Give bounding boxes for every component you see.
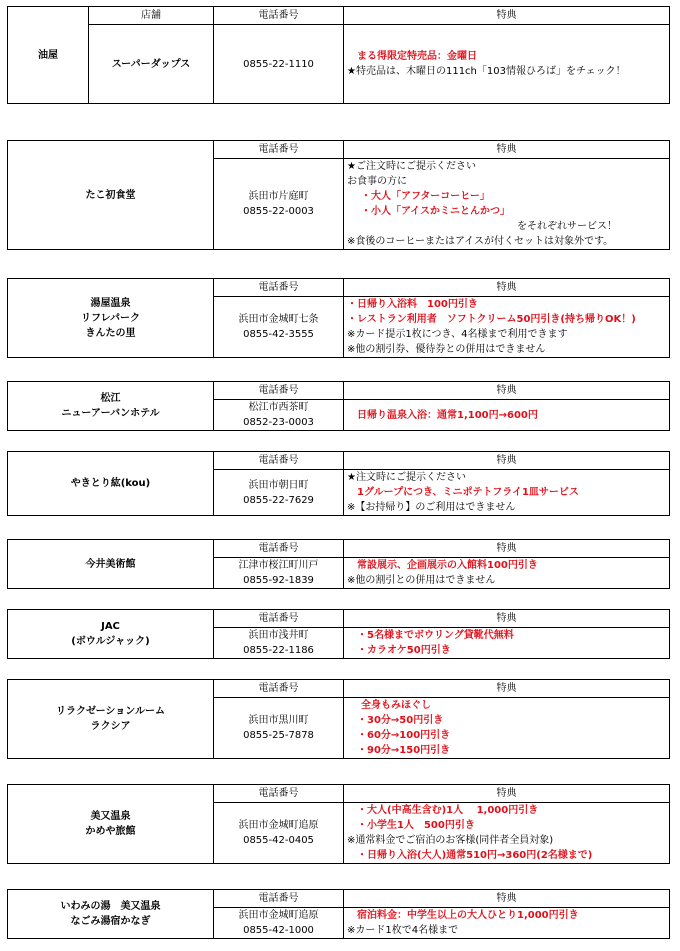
header-benefit: 特典 <box>344 610 670 628</box>
shop-block-9 <box>7 784 669 864</box>
phone-number: 0855-22-1186 <box>243 645 314 656</box>
header-phone: 電話番号 <box>214 279 344 297</box>
shop-block-1 <box>7 6 669 104</box>
address-phone-cell <box>214 558 344 589</box>
benefit-line: ・5名様までボウリング貸靴代無料 <box>357 630 514 641</box>
address: 江津市桜江町川戸 <box>238 560 319 571</box>
benefit-line: ※カード1枚で4名様まで <box>347 925 459 936</box>
benefit-line: ※他の割引券、優待券との併用はできません <box>347 344 546 355</box>
header-benefit: 特典 <box>344 7 670 25</box>
shop-name-line: 油屋 <box>38 49 58 61</box>
address: 浜田市黒川町 <box>248 715 309 726</box>
benefit-line: 全身もみほぐし <box>361 700 431 711</box>
header-benefit: 特典 <box>344 452 670 470</box>
header-phone: 電話番号 <box>214 610 344 628</box>
shop-name-line: ラクシア <box>90 721 131 732</box>
shop-name-line: きんたの里 <box>85 327 136 339</box>
benefit-line: ★注文時にご提示ください <box>347 472 466 483</box>
phone-number: 0852-23-0003 <box>243 417 314 428</box>
address: 浜田市浅井町 <box>248 630 309 641</box>
phone-number: 0855-22-7629 <box>243 494 314 506</box>
benefit-line: お食事の方に <box>347 176 407 187</box>
header-benefit: 特典 <box>344 785 670 803</box>
address: 浜田市金城町追原 <box>238 820 319 831</box>
address: 浜田市朝日町 <box>248 479 309 491</box>
benefit-line: ・60分→100円引き <box>357 730 451 741</box>
shop-block-8 <box>7 679 669 759</box>
shop-name-line: 松江 <box>100 393 121 404</box>
benefit-line: ・大人(中高生含む)1人 1,000円引き <box>357 805 539 816</box>
store-name: スーパーダップス <box>89 25 214 104</box>
benefit-line: 宿泊料金：中学生以上の大人ひとり1,000円引き <box>357 910 579 921</box>
shop-block-3 <box>7 278 669 358</box>
benefit-line: ※通常料金でご宿泊のお客様(同伴者全員対象) <box>347 835 554 846</box>
phone-number: 0855-22-0003 <box>243 206 314 217</box>
benefit-line: ・30分→50円引き <box>357 715 444 726</box>
shop-name-line: なごみ湯宿かなぎ <box>70 916 151 927</box>
address-phone-cell <box>214 698 344 759</box>
shop-name-line: JAC <box>101 621 120 632</box>
shop-name <box>8 141 214 250</box>
benefit-cell <box>344 628 670 659</box>
address-phone-cell <box>214 159 344 250</box>
benefit-line: ※他の割引との併用はできません <box>347 575 496 586</box>
shop-name-line: リラクゼーションルーム <box>56 706 165 717</box>
shop-name-line: いわみの湯 美又温泉 <box>60 901 161 912</box>
shop-name-line: 美又温泉 <box>90 811 131 822</box>
shop-name <box>8 7 89 104</box>
shop-block-6 <box>7 539 669 589</box>
phone-number: 0855-42-0405 <box>243 835 314 846</box>
benefit-line: ※食後のコーヒーまたはアイスが付くセットは対象外です。 <box>347 236 614 247</box>
benefit-line: 1グループにつき、ミニポテトフライ1皿サービス <box>357 487 579 498</box>
benefit-cell <box>344 908 670 939</box>
benefit-line: 日帰り温泉入浴：通常1,100円→600円 <box>357 409 538 421</box>
header-benefit: 特典 <box>344 540 670 558</box>
address: 浜田市金城町追原 <box>238 910 319 921</box>
phone-number: 0855-42-3555 <box>243 329 314 340</box>
benefit-line: ・日帰り入浴料 100円引き <box>347 299 478 310</box>
benefit-line: ・大人「アフターコーヒー」 <box>361 191 490 202</box>
header-phone: 電話番号 <box>214 141 344 159</box>
shop-block-7 <box>7 609 669 659</box>
header-phone: 電話番号 <box>214 7 344 25</box>
shop-name <box>8 279 214 358</box>
benefit-cell <box>344 698 670 759</box>
shop-name <box>8 540 214 589</box>
header-phone: 電話番号 <box>214 890 344 908</box>
benefit-cell <box>344 297 670 358</box>
phone-number: 0855-42-1000 <box>243 925 314 936</box>
benefit-cell <box>344 25 670 104</box>
shop-name-line: 湯屋温泉 <box>90 297 131 309</box>
benefit-line: をそれぞれサービス！ <box>517 221 617 232</box>
address-phone-cell <box>214 297 344 358</box>
benefit-line: ・カラオケ50円引き <box>357 645 451 656</box>
shop-name-line: 今井美術館 <box>85 558 136 570</box>
header-phone: 電話番号 <box>214 382 344 400</box>
shop-name-line: リフレパーク <box>81 312 140 324</box>
benefit-line: ・小学生1人 500円引き <box>357 820 475 831</box>
address: 浜田市金城町七条 <box>238 314 319 325</box>
address: 松江市西茶町 <box>248 402 309 413</box>
benefit-line: ★特売品は、木曜日の111ch「103情報ひろば」をチェック！ <box>347 66 626 77</box>
shop-name <box>8 610 214 659</box>
phone-number: 0855-22-1110 <box>214 25 344 104</box>
address-phone-cell <box>214 470 344 516</box>
benefit-cell <box>344 803 670 864</box>
shop-name-line: かめや旅館 <box>85 826 136 837</box>
shop-name-line: たこ初食堂 <box>85 189 136 201</box>
shop-name <box>8 785 214 864</box>
header-benefit: 特典 <box>344 680 670 698</box>
benefit-cell <box>344 400 670 431</box>
header-phone: 電話番号 <box>214 785 344 803</box>
benefit-line: 常設展示、企画展示の入館料100円引き <box>357 560 538 571</box>
shop-name <box>8 452 214 516</box>
header-phone: 電話番号 <box>214 540 344 558</box>
benefit-line: ・90分→150円引き <box>357 745 451 756</box>
address-phone-cell <box>214 908 344 939</box>
header-phone: 電話番号 <box>214 452 344 470</box>
address-phone-cell <box>214 628 344 659</box>
phone-number: 0855-25-7878 <box>243 730 314 741</box>
address-phone-cell <box>214 803 344 864</box>
shop-name <box>8 382 214 431</box>
header-benefit: 特典 <box>344 279 670 297</box>
header-benefit: 特典 <box>344 890 670 908</box>
shop-block-10 <box>7 889 669 939</box>
shop-name <box>8 680 214 759</box>
shop-block-5 <box>7 451 669 516</box>
header-store: 店舗 <box>89 7 214 25</box>
header-phone: 電話番号 <box>214 680 344 698</box>
header-benefit: 特典 <box>344 382 670 400</box>
shop-block-2 <box>7 140 669 250</box>
benefit-line: ★ご注文時にご提示ください <box>347 161 476 172</box>
phone-number: 0855-92-1839 <box>243 575 314 586</box>
benefit-cell <box>344 159 670 250</box>
benefit-line: ※【お持帰り】のご利用はできません <box>347 502 516 513</box>
benefit-line: まる得限定特売品：金曜日 <box>357 51 477 62</box>
benefit-cell <box>344 470 670 516</box>
benefit-line: ・レストラン利用者 ソフトクリーム50円引き(持ち帰りOK！) <box>347 314 636 325</box>
benefit-line: ・日帰り入浴(大人)通常510円→360円(2名様まで) <box>357 850 593 861</box>
header-benefit: 特典 <box>344 141 670 159</box>
benefit-line: ・小人「アイスかミニとんかつ」 <box>361 206 510 217</box>
shop-name-line: (ボウルジャック) <box>71 636 150 647</box>
shop-name-line: ニューアーバンホテル <box>61 408 160 419</box>
address: 浜田市片庭町 <box>248 191 309 202</box>
address-phone-cell <box>214 400 344 431</box>
benefit-line: ※カード提示1枚につき、4名様まで利用できます <box>347 329 568 340</box>
shop-block-4 <box>7 381 669 431</box>
shop-name-line: やきとり紘(kou) <box>70 478 151 489</box>
shop-name <box>8 890 214 939</box>
benefit-cell <box>344 558 670 589</box>
